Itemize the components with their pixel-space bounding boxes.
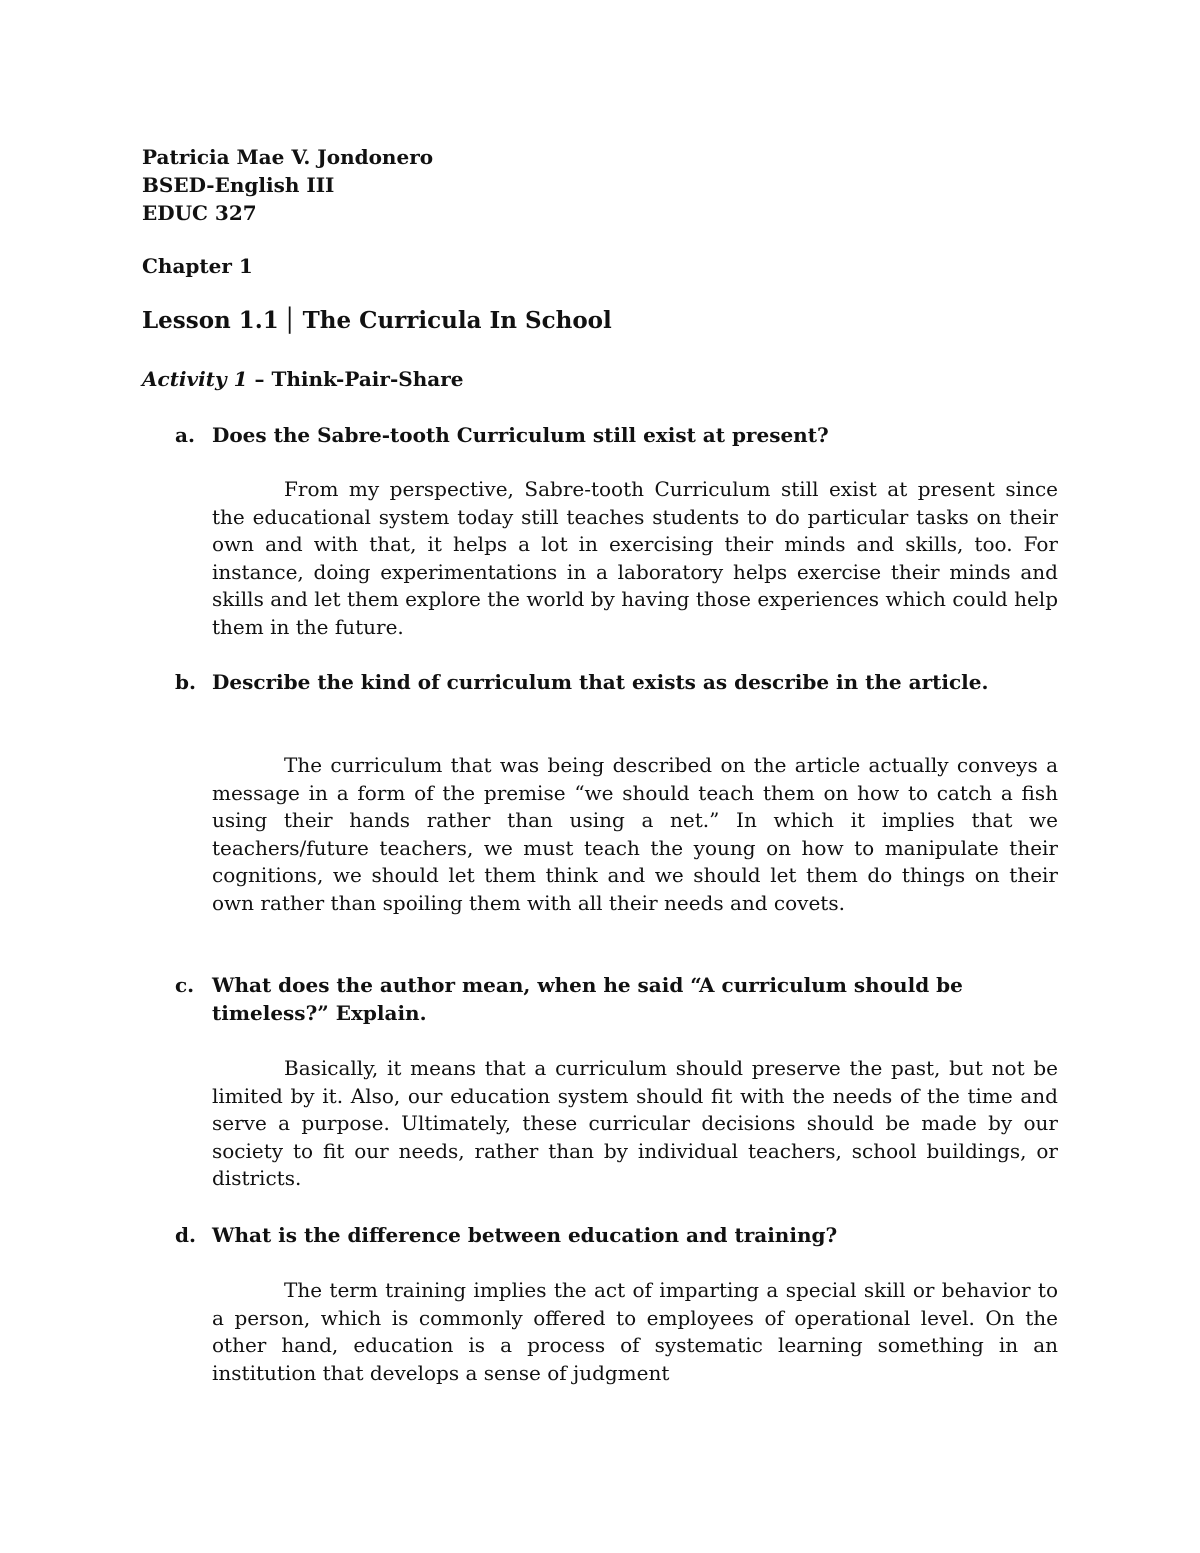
question-text: Does the Sabre-tooth Curriculum still exist at present? (212, 423, 829, 447)
student-course: BSED-English III (142, 173, 335, 197)
question-letter: a. (175, 423, 195, 447)
question-b (175, 669, 1060, 697)
question-text: Describe the kind of curriculum that exists as describe in the article. (212, 670, 989, 694)
student-header (142, 143, 433, 227)
activity-heading (142, 365, 463, 393)
activity-dash: – (247, 367, 272, 391)
activity-title: Think-Pair-Share (271, 367, 464, 391)
lesson-separator: │ (282, 308, 297, 334)
student-name: Patricia Mae V. Jondonero (142, 145, 434, 169)
answer-b: The curriculum that was being described on the article actually conveys a message in a form of the premise “we should teach them on how to catch a fish using their hands rather than using a net.” In which it implies that we teachers/future teachers, we must teach the young on how to manipulate their cognitions, we should let them think and we should let them do things on their own rather than spoiling them with all their needs and covets. (212, 753, 1058, 915)
question-d (175, 1222, 1060, 1250)
lesson-heading (142, 305, 612, 337)
chapter-heading: Chapter 1 (142, 254, 253, 278)
activity-label: Activity 1 (142, 367, 248, 391)
question-a (175, 422, 1060, 450)
answer-c: Basically, it means that a curriculum should preserve the past, but not be limited by it. Also, our education system should fit with the needs of the time and serve a purpose. Ultimately, these curricular decisions should be made by our society to fit our needs, rather than by individual teachers, school buildings, or districts. (212, 1056, 1058, 1190)
question-text: What is the difference between education and training? (212, 1223, 838, 1247)
question-letter: d. (175, 1223, 196, 1247)
subject-code: EDUC 327 (142, 201, 257, 225)
question-letter: b. (175, 670, 196, 694)
lesson-title: The Curricula In School (302, 307, 612, 334)
question-c (175, 972, 1060, 1027)
answer-d: The term training implies the act of imparting a special skill or behavior to a person, which is commonly offered to employees of operational level. On the other hand, education is a process of systematic learning something in an institution that develops a sense of judgment (212, 1278, 1058, 1385)
lesson-number: Lesson 1.1 (142, 307, 279, 334)
question-letter: c. (175, 973, 195, 997)
answer-a: From my perspective, Sabre-tooth Curriculum still exist at present since the educational system today still teaches students to do particular tasks on their own and with that, it helps a lot in exercising their minds and skills, too. For instance, doing experimentations in a laboratory helps exercise their minds and skills and let them explore the world by having those experiences which could help them in the future. (212, 477, 1058, 639)
question-text: What does the author mean, when he said “A curriculum should be timeless?” Explain. (212, 973, 963, 1025)
